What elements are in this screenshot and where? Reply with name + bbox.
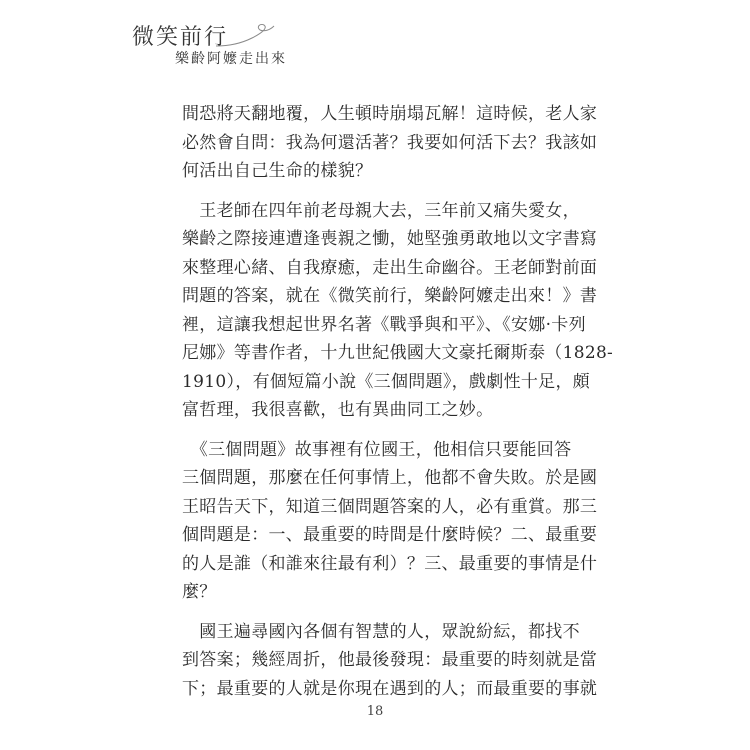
text-line: 王昭告天下，知道三個問題答案的人，必有重賞。那三 — [182, 496, 598, 517]
text-line: 三個問題，那麼在任何事情上，他都不會失敗。於是國 — [182, 468, 598, 488]
text-line: 間恐將天翻地覆，人生頓時崩塌瓦解！這時候，老人家 — [182, 104, 598, 124]
text-line: 富哲理，我很喜歡，也有異曲同工之妙。 — [182, 400, 494, 420]
book-subtitle: 樂齡阿嬤走出來 — [175, 51, 287, 67]
text-line: 《三個問題》故事裡有位國王，他相信只要能回答 — [182, 439, 572, 460]
running-header — [0, 0, 750, 80]
text-line: 國王遍尋國內各個有智慧的人，眾說紛紜，都找不 — [182, 621, 580, 642]
text-line: 到答案；幾經周折，他最後發現：最重要的時刻就是當 — [182, 650, 598, 670]
text-line: 個問題是：一、最重要的時間是什麼時候？二、最重要 — [182, 525, 598, 545]
flourish-ornament-icon — [214, 22, 278, 50]
text-line: 1910），有個短篇小說《三個問題》，戲劇性十足，頗 — [182, 371, 591, 392]
text-line: 麼？ — [182, 582, 217, 602]
paragraph — [182, 618, 598, 704]
paragraph — [182, 100, 598, 186]
paragraph — [182, 436, 598, 607]
text-line: 樂齡之際接連遭逢喪親之慟，她堅強勇敢地以文字書寫 — [182, 229, 598, 249]
paragraph — [182, 197, 614, 425]
body-text — [182, 100, 614, 714]
text-line: 問題的答案，就在《微笑前行，樂齡阿嬤走出來！》書 — [182, 286, 598, 306]
text-line: 何活出自己生命的樣貌？ — [182, 161, 373, 181]
text-line: 來整理心緒、自我療癒，走出生命幽谷。王老師對前面 — [182, 257, 598, 278]
book-title: 微笑前行 — [132, 25, 229, 50]
page-number: 18 — [366, 704, 384, 719]
text-line: 的人是誰（和誰來往最有利）？三、最重要的事情是什 — [182, 553, 598, 574]
text-line: 尼娜》等書作者，十九世紀俄國大文豪托爾斯泰（1828- — [182, 343, 614, 363]
text-line: 裡，這讓我想起世界名著《戰爭與和平》、《安娜·卡列 — [182, 314, 586, 335]
text-line: 王老師在四年前老母親大去，三年前又痛失愛女， — [182, 200, 580, 221]
text-line: 下；最重要的人就是你現在遇到的人；而最重要的事就 — [182, 678, 598, 699]
text-line: 必然會自問：我為何還活著？我要如何活下去？我該如 — [182, 132, 598, 153]
